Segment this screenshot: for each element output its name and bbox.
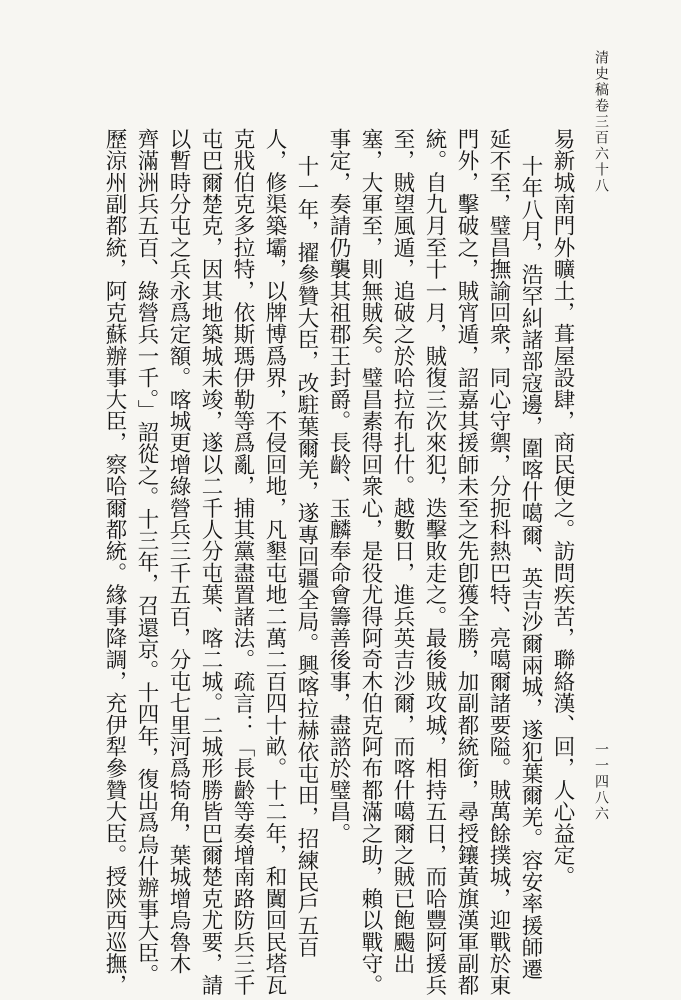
text-column: 歷涼州副都統，阿克蘇辦事大臣，察哈爾都統。緣事降調，充伊犁參贊大臣。授陝西巡撫， bbox=[102, 128, 127, 996]
page-number: 一一四八六 bbox=[593, 742, 609, 822]
text-column: 至，賊望風遁，追破之於哈拉布扎什。越數日，進兵英吉沙爾，而喀什噶爾之賊已飽颺出 bbox=[390, 128, 415, 975]
text-column: 門外，擊破之，賊宵遁，詔嘉其援師未至之先卽獲全勝，加副都統銜，尋授鑲黃旗漢軍副都 bbox=[454, 128, 479, 996]
text-column: 事定，奏請仍襲其祖郡王封爵。長齡、玉麟奉命會籌善後事，盡諮於璧昌。 bbox=[326, 128, 351, 845]
text-column: 塞，大軍至，則無賊矣。璧昌素得回衆心，是役尤得阿奇木伯克阿布都滿之助，賴以戰守。 bbox=[358, 128, 383, 996]
text-column: 屯巴爾楚克，因其地築城未竣，遂以二千人分屯葉、喀二城。二城形勝皆巴爾楚克尤要，請 bbox=[198, 128, 223, 996]
text-column: 統。自九月至十一月，賊復三次來犯，迭擊敗走之。最後賊攻城，相持五日，而哈豐阿援兵 bbox=[422, 128, 447, 996]
text-column: 延不至，璧昌撫諭回衆，同心守禦，分扼科熱巴特、亮噶爾諸要隘。賊萬餘撲城，迎戰於東 bbox=[486, 128, 511, 996]
text-column: 人，修渠築壩，以牌博爲界，不侵回地，凡墾屯地二萬二百四十畝。十二年，和闐回民塔瓦 bbox=[262, 128, 287, 996]
text-column: 克戕伯克多拉特，依斯瑪伊勒等爲亂，捕其黨盡置諸法。疏言：「長齡等奏增南路防兵三千 bbox=[230, 128, 255, 996]
text-column: 十年八月，浩罕糾諸部寇邊，圍喀什噶爾、英吉沙爾兩城，遂犯葉爾羌。容安率援師遷 bbox=[518, 155, 543, 980]
text-column: 易新城南門外曠土，葺屋設肆，商民便之。訪問疾苦，聯絡漢、回，人心益定。 bbox=[550, 128, 575, 888]
running-header-title: 清史稿卷三百六十八 bbox=[593, 50, 609, 194]
text-column: 十一年，擢參贊大臣，改駐葉爾羌，遂專回疆全局。興喀拉赫依屯田，招練民戶五百 bbox=[294, 155, 319, 958]
text-column: 以暫時分屯之兵永爲定額。喀城更增綠營兵三千五百，分屯七里河爲犄角，葉城增烏魯木 bbox=[166, 128, 191, 975]
text-column: 齊滿洲兵五百、綠營兵一千。」詔從之。十三年，召還京。十四年，復出爲烏什辦事大臣。 bbox=[134, 128, 159, 986]
